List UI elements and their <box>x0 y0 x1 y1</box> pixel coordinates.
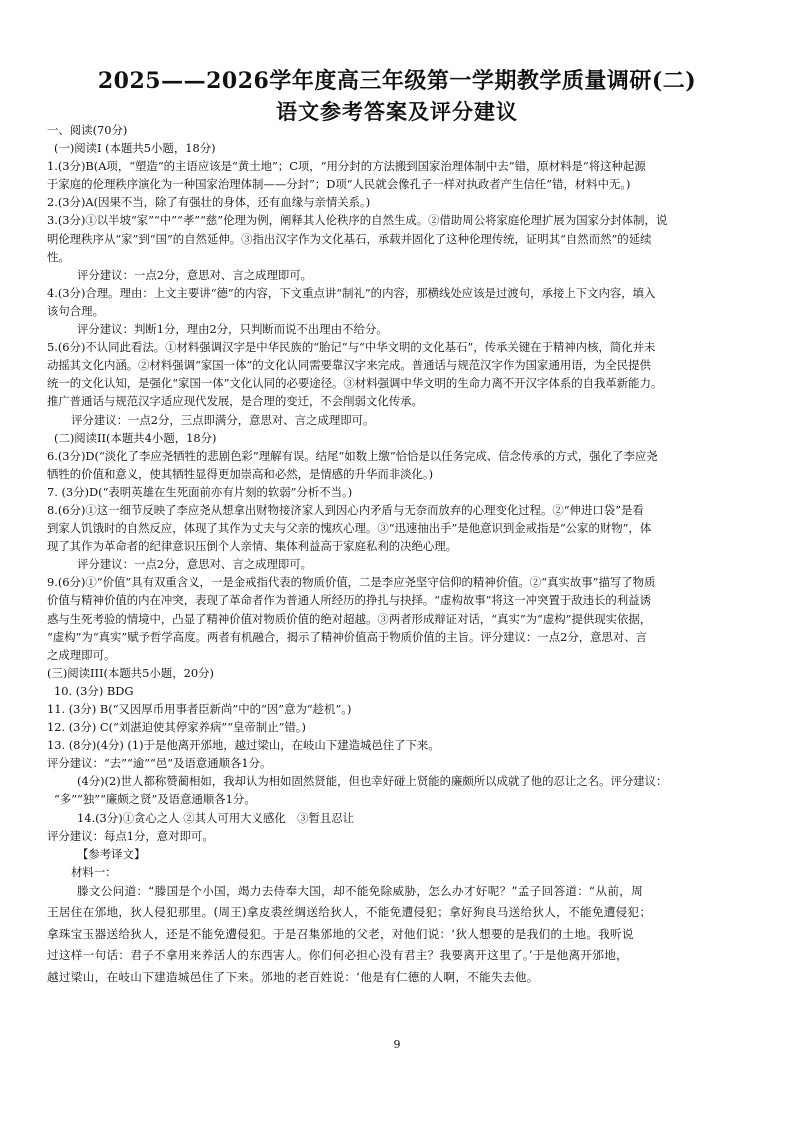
answer-line: 该句合理。 <box>47 303 104 318</box>
answer-line: 9.(6分)①“价值”具有双重含义，一是金戒指代表的物质价值，二是李应尧坚守信仰的精神价值。②“真实故事”描写了物质 <box>47 575 656 590</box>
scoring-note: 评分建议：一点2分，三点即满分，意思对、言之成理即可。 <box>71 412 375 427</box>
answer-line: 牺牲的价值和意义，使其牺牲显得更加崇高和必然，是情感的升华而非淡化。) <box>47 466 434 481</box>
answer-line: 2.(3分)A(因果不当，除了有强壮的身体，还有血缘与亲情关系。) <box>47 195 371 210</box>
answer-line: 13. (8分)(4分) (1)于是他离开邠地，越过梁山，在岐山下建造城邑住了下来。 <box>47 738 440 753</box>
scoring-note: (4分)(2)世人都称赞蔺相如，我却认为相如固然贤能，但也幸好碰上贤能的廉颇所以成就了他的忍让之名。评分建议： <box>77 774 668 789</box>
answer-line: 8.(6分)①这一细节反映了李应尧从想拿出财物接济家人到因心内矛盾与无奈而放弃的心理变化过程。②“伸进口袋”是看 <box>47 502 644 517</box>
answer-line: “多”“独”“廉颇之贤”及语意通顺各1分。 <box>54 792 256 807</box>
scoring-note: 评分建议：判断1分，理由2分，只判断而说不出理由不给分。 <box>77 322 388 337</box>
section-heading: 一、阅读(70分) <box>47 123 128 137</box>
answer-line: 统一的文化认知，是强化“家国一体”文化认同的必要途径。③材料强调中华文明的生命力离不开汉字体系的自我革新能力。 <box>47 376 663 391</box>
answer-line: 性。 <box>47 249 70 264</box>
scoring-note: 评分建议：一点2分，意思对、言之成理即可。 <box>77 557 313 572</box>
scoring-note: 14.(3分)①贪心之人 ②其人可用大义感化 ③暂且忍让 <box>77 810 355 825</box>
answer-line: 6.(3分)D(“淡化了李应尧牺牲的悲剧色彩”理解有误。结尾“如数上缴”恰恰是以任务完成、信念传承的方式，强化了李应尧 <box>47 448 658 463</box>
translation-heading: 材料一： <box>71 864 117 879</box>
translation-line: 滕文公问道：“滕国是个小国，竭力去侍奉大国，却不能免除威胁，怎么办才好呢？”孟子回答道：“从前，周 <box>77 883 644 898</box>
answer-line: 评分建议：每点1分，意对即可。 <box>47 828 214 843</box>
answer-line: 推广普通话与规范汉字适应现代发展，是合理的变迁，不会削弱文化传承。 <box>47 394 423 409</box>
answer-line: 动摇其文化内涵。②材料强调“家国一体”的文化认同需要靠汉字来完成。普通话与规范汉字作为国家通用语，为全民提供 <box>47 358 651 373</box>
page-number: 9 <box>393 1038 401 1051</box>
answer-line: 于家庭的伦理秩序演化为一种国家治理体制——分封”；D项“人民就会像孔子一样对执政者产生信任”错，材料中无。) <box>47 177 631 192</box>
answer-line: 12. (3分) C(“刘湛迫使其停家养病”“皇帝制止”错。) <box>47 720 306 735</box>
answer-line: 1.(3分)B(A项，“塑造”的主语应该是“黄土地”；C项，“用分封的方法搬到国家治理体制中去”错，原材料是“将这种起源 <box>47 159 646 174</box>
translation-line: 王居住在邠地，狄人侵犯那里。(周王)拿皮裘丝绸送给狄人，不能免遭侵犯；拿好狗良马送给狄人，不能免遭侵犯； <box>47 905 652 920</box>
answer-line: 评分建议：“去”“逾”“邑”及语意通顺各1分。 <box>47 756 272 771</box>
scoring-note: 评分建议：一点2分，意思对、言之成理即可。 <box>77 267 313 282</box>
answer-line: 4.(3分)合理。理由：上文主要讲“德”的内容，下文重点讲“制礼”的内容，那横线处应该是过渡句，承接上下文内容，填入 <box>47 285 656 300</box>
translation-line: 拿珠宝玉器送给狄人，还是不能免遭侵犯。于是召集邠地的父老，对他们说：‘狄人想要的是我们的土地。我听说 <box>47 926 634 941</box>
subsection-heading: (一)阅读I (本题共5小题，18分) <box>54 141 216 156</box>
scoring-note: 【参考译文】 <box>77 846 146 861</box>
answer-line: 现了其作为革命者的纪律意识压倒个人亲情、集体利益高于家庭私利的决绝心理。 <box>47 539 458 554</box>
translation-text <box>47 881 753 989</box>
answer-line: (三)阅读III(本题共5小题，20分) <box>47 665 214 680</box>
answer-line: 7. (3分)D(“表明英雄在生死面前亦有片刻的软弱”分析不当。) <box>47 484 353 499</box>
translation-line: 越过梁山，在岐山下建造城邑住了下来。邠地的老百姓说：‘他是有仁德的人啊，不能失去他。 <box>47 969 539 984</box>
answer-line: 明伦理秩序从“家”到“国”的自然延伸。③指出汉字作为文化基石，承载并固化了这种伦理传统，证明其“自然而然”的延续 <box>47 231 652 246</box>
answer-line: 5.(6分)不认同此看法。①材料强调汉字是中华民族的“胎记”与“中华文明的文化基石”，传承关键在于精神内核，简化并未 <box>47 340 656 355</box>
answer-line: 之成理即可。 <box>47 647 116 662</box>
answer-line: “虚构”为“真实”赋予哲学高度。两者有机融合，揭示了精神价值高于物质价值的主旨。评分建议：一点2分，意思对、言 <box>47 629 648 644</box>
page-subtitle: 语文参考答案及评分建议 <box>276 99 518 124</box>
answer-body <box>47 121 753 988</box>
subsection-heading: (二)阅读II(本题共4小题，18分) <box>54 430 217 445</box>
translation-line: 过这样一句话：君子不拿用来养活人的东西害人。你们何必担心没有君主？我要离开这里了。’于是他离开邠地， <box>47 948 628 963</box>
answer-line: 价值与精神价值的内在冲突，表现了革命者作为普通人所经历的挣扎与抉择。“虚构故事”将这一冲突置于敌违长的利益诱 <box>47 593 651 608</box>
answer-line: 惑与生死考验的情境中，凸显了精神价值对物质价值的绝对超越。③两者形成辩证对话，“真实”为“虚构”提供现实依据， <box>47 611 652 626</box>
answer-line: 3.(3分)①以半坡“家”“中”“孝”“慈”伦理为例，阐释其人伦秩序的自然生成。②借助周公将家庭伦理扩展为国家分封体制，说 <box>47 213 668 228</box>
answer-line: 到家人饥饿时的自然反应，体现了其作为丈夫与父亲的愧疚心理。③“迅速抽出手”是他意识到金戒指是“公家的财物”，体 <box>47 521 652 536</box>
answer-line: 11. (3分) B(“又因厚币用事者臣新尚”中的“因”意为“趁机”。) <box>47 702 352 716</box>
page-title: 2025——2026学年度高三年级第一学期教学质量调研(二) <box>97 68 697 94</box>
subsection-heading: 10. (3分) BDG <box>54 683 134 698</box>
